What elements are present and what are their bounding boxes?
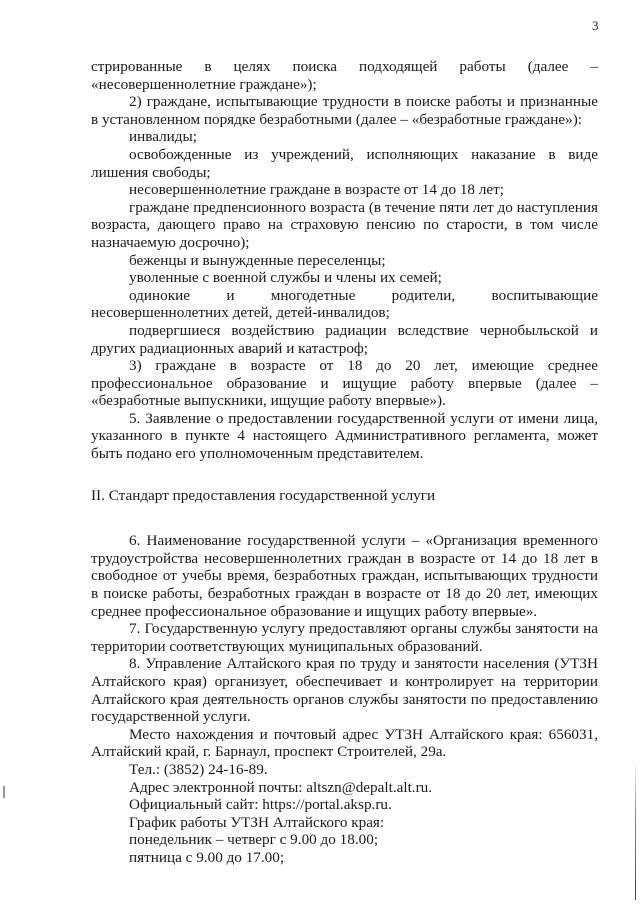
paragraph: стрированные в целях поиска подходящей работы (далее – «несовершеннолетние граждане»);	[91, 58, 598, 93]
paragraph: 5. Заявление о предоставлении государственной услуги от имени лица, указанного в пункте 4 настоящего Административного регламента, может быть подано его уполномоченным представителем.	[91, 409, 598, 463]
scan-margin-mark	[3, 786, 5, 798]
paragraph: Официальный сайт: https://portal.aksp.ru.	[129, 796, 392, 814]
paragraph: уволенные с военной службы и члены их семей;	[129, 269, 442, 287]
paragraph: 3) граждане в возрасте от 18 до 20 лет, имеющие среднее профессиональное образование и ищущие работу впервые (далее – «безработные выпускники, ищущие работу впервые»).	[91, 357, 598, 410]
paragraph: Адрес электронной почты: altszn@depalt.alt.ru.	[129, 778, 433, 796]
paragraph: Место нахождения и почтовый адрес УТЗН Алтайского края: 656031, Алтайский край, г. Барнаул, проспект Строителей, 29а.	[91, 725, 598, 761]
page-number: 3	[592, 18, 599, 33]
paragraph: 8. Управление Алтайского края по труду и занятости населения (УТЗН Алтайского края) организует, обеспечивает и контролирует на территории Алтайского края деятельность органов службы занятости по предоставлению государственной услуги.	[91, 655, 598, 726]
paragraph: подвергшиеся воздействию радиации вследствие чернобыльской и других радиационных аварий и катастроф;	[91, 321, 598, 357]
paragraph: Тел.: (3852) 24-16-89.	[129, 760, 268, 778]
document-body	[91, 58, 598, 867]
section-title: II. Стандарт предоставления государственной услуги	[91, 486, 436, 504]
paragraph: граждане предпенсионного возраста (в течение пяти лет до наступления возраста, дающего право на страховую пенсию по старости, в том числе назначаемую досрочно);	[91, 198, 598, 251]
paragraph: несовершеннолетние граждане в возрасте от 14 до 18 лет;	[129, 181, 504, 199]
paragraph: График работы УТЗН Алтайского края:	[129, 813, 385, 831]
scan-edge-shadow	[635, 760, 636, 900]
paragraph: инвалиды;	[129, 128, 197, 146]
paragraph: 6. Наименование государственной услуги – «Организация временного трудоустройства несовершеннолетних граждан в возрасте от 14 до 18 лет в свободное от учебы время, безработных граждан, испытывающих трудности в поиске работы, безработных граждан в возрасте от 18 до 20 лет, имеющих среднее профессиональное образование и ищущих работу впервые».	[91, 532, 598, 620]
paragraph: понедельник – четверг с 9.00 до 18.00;	[129, 831, 379, 849]
paragraph: 2) граждане, испытывающие трудности в поиске работы и признанные в установленном порядке безработными (далее – «безработные граждане»):	[91, 93, 598, 128]
paragraph: пятница с 9.00 до 17.00;	[129, 848, 285, 866]
paragraph: беженцы и вынужденные переселенцы;	[129, 251, 386, 269]
paragraph: одинокие и многодетные родители, воспитывающие несовершеннолетних детей, детей-инвалидов;	[91, 286, 598, 322]
paragraph: 7. Государственную услугу предоставляют органы службы занятости на территории соответствующих муниципальных образований.	[91, 620, 598, 655]
paragraph: освобожденные из учреждений, исполняющих наказание в виде лишения свободы;	[91, 145, 598, 181]
